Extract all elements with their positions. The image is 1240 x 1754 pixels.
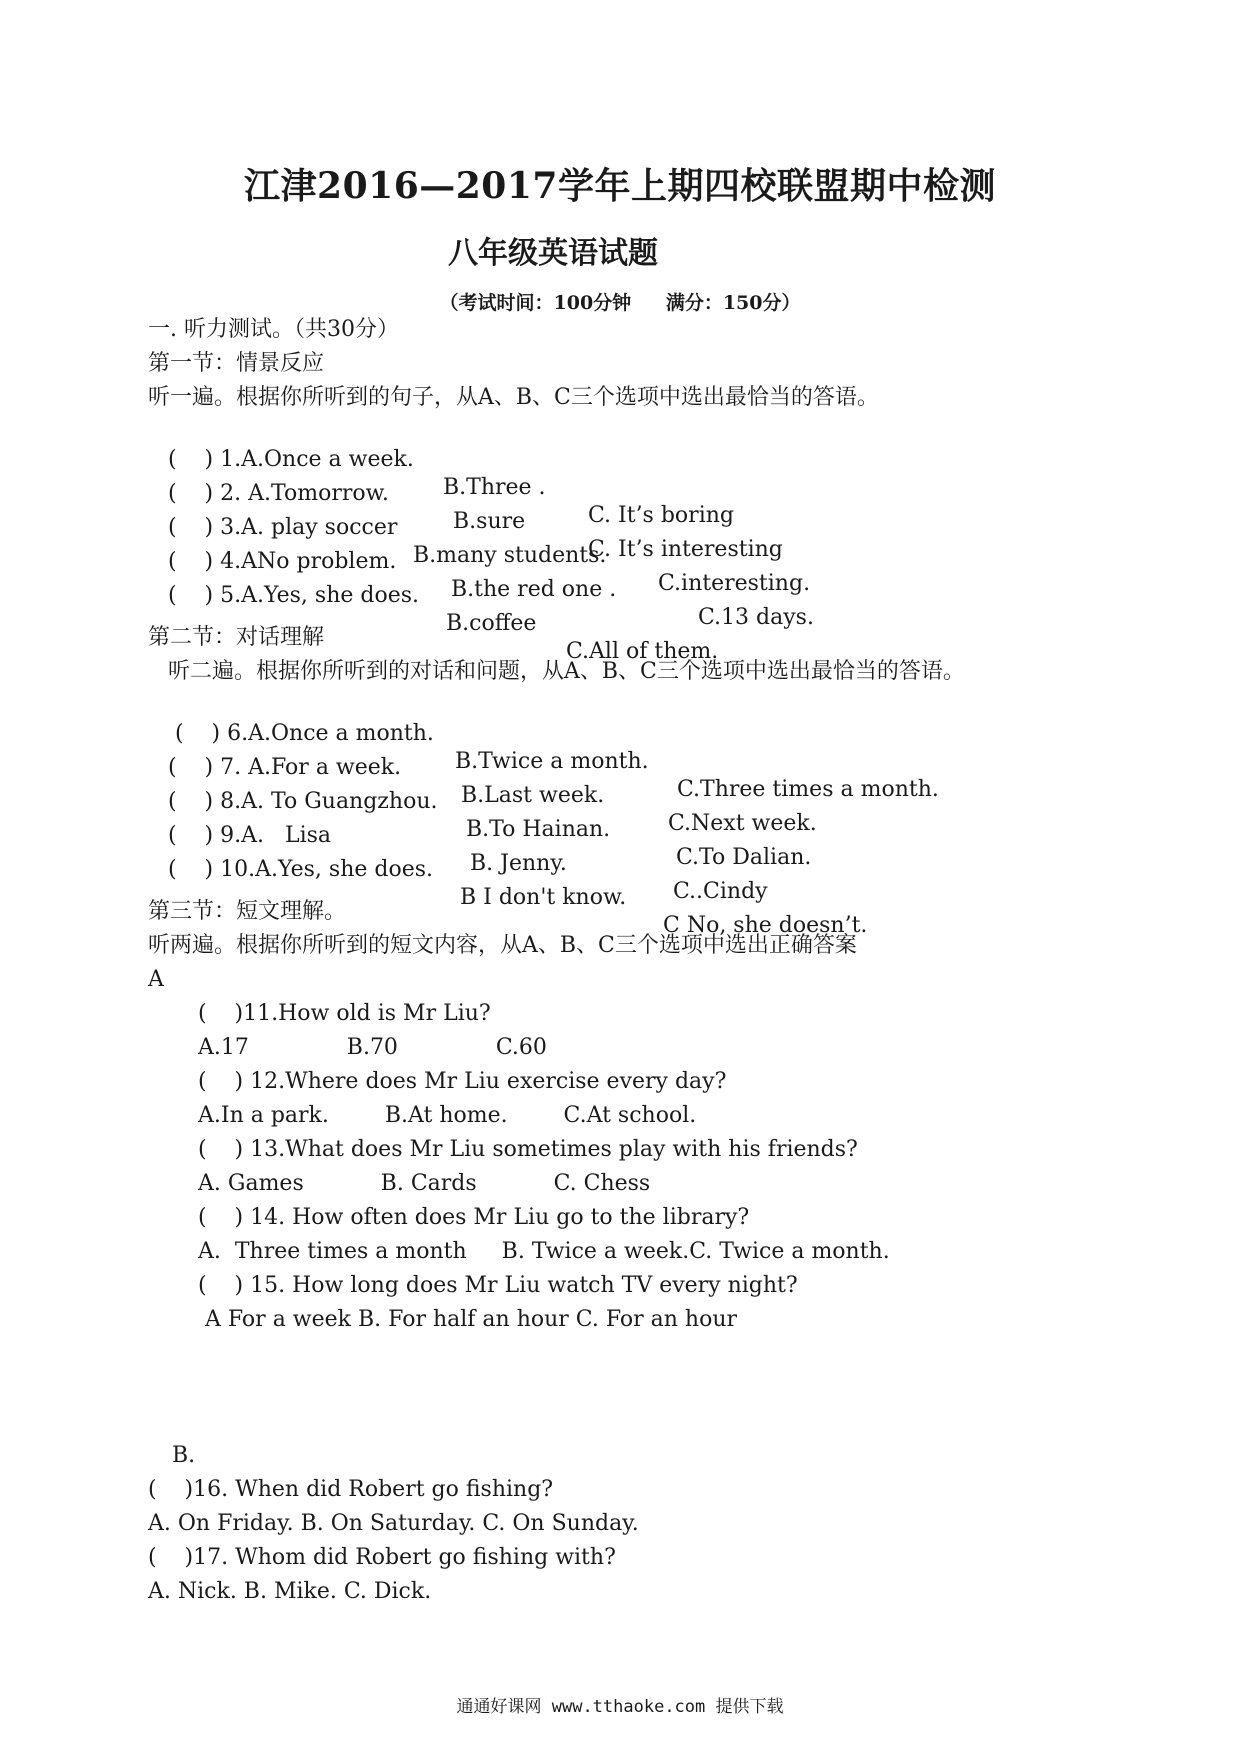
full-score: 满分：150分） bbox=[665, 292, 801, 314]
options-line: A. Three times a month B. Twice a week.C. Twice a month. bbox=[198, 1239, 890, 1264]
option-c: C No, she doesn’t. bbox=[663, 913, 868, 938]
question-stem: ( ) 3.A. play soccer bbox=[168, 515, 398, 540]
question-stem: ( ) 6.A.Once a month. bbox=[175, 721, 434, 746]
question-line: ( )16. When did Robert go fishing? bbox=[148, 1477, 554, 1502]
options-line: A.In a park. B.At home. C.At school. bbox=[198, 1103, 697, 1128]
question-stem: ( ) 7. A.For a week. bbox=[168, 755, 402, 780]
option-c: C.Three times a month. bbox=[677, 777, 939, 802]
option-b: B.many students. bbox=[413, 543, 607, 568]
option-c: C.13 days. bbox=[698, 605, 814, 630]
option-b: B.Twice a month. bbox=[455, 749, 649, 774]
part1-title: 第一节：情景反应 bbox=[148, 351, 325, 376]
exam-subtitle: 八年级英语试题 bbox=[448, 236, 658, 271]
option-c: C. It’s interesting bbox=[588, 537, 783, 562]
part3-title: 第三节：短文理解。 bbox=[148, 899, 347, 924]
part3-instruction: 听两遍。根据你所听到的短文内容，从A、B、C三个选项中选出正确答案 bbox=[148, 933, 857, 958]
footer-credit: 通通好课网 www.tthaoke.com 提供下载 bbox=[456, 1697, 784, 1717]
question-line: ( ) 13.What does Mr Liu sometimes play with his friends? bbox=[198, 1137, 858, 1162]
passage-b-label: B. bbox=[172, 1443, 196, 1468]
passage-a-label: A bbox=[148, 967, 164, 992]
exam-meta bbox=[0, 288, 1240, 315]
question-stem: ( ) 10.A.Yes, she does. bbox=[168, 857, 434, 882]
option-b: B.To Hainan. bbox=[466, 817, 611, 842]
section-heading: 一. 听力测试。（共30分） bbox=[148, 317, 399, 342]
options-line: A. Nick. B. Mike. C. Dick. bbox=[148, 1579, 432, 1604]
option-b: B.Last week. bbox=[461, 783, 605, 808]
question-line: ( ) 14. How often does Mr Liu go to the library? bbox=[198, 1205, 750, 1230]
options-line: A. On Friday. B. On Saturday. C. On Sunday. bbox=[148, 1511, 639, 1536]
option-b: B.Three . bbox=[443, 475, 546, 500]
question-stem: ( ) 5.A.Yes, she does. bbox=[168, 583, 420, 608]
question-stem: ( ) 2. A.Tomorrow. bbox=[168, 481, 389, 506]
option-b: B. Jenny. bbox=[470, 851, 567, 876]
option-c: C.All of them. bbox=[566, 639, 719, 664]
question-stem: ( ) 8.A. To Guangzhou. bbox=[168, 789, 438, 814]
option-c: C.Next week. bbox=[668, 811, 817, 836]
exam-title: 江津2016—2017学年上期四校联盟期中检测 bbox=[244, 165, 996, 207]
question-line: ( ) 12.Where does Mr Liu exercise every day? bbox=[198, 1069, 727, 1094]
option-c: C..Cindy bbox=[673, 879, 768, 904]
option-c: C. It’s boring bbox=[588, 503, 734, 528]
exam-time: （考试时间：100分钟 bbox=[439, 292, 632, 314]
part1-instruction: 听一遍。根据你所听到的句子，从A、B、C三个选项中选出最恰当的答语。 bbox=[148, 385, 879, 410]
options-line: A.17 B.70 C.60 bbox=[198, 1035, 547, 1060]
option-b: B.the red one . bbox=[451, 577, 617, 602]
option-b: B.sure bbox=[453, 509, 526, 534]
question-line: ( ) 15. How long does Mr Liu watch TV every night? bbox=[198, 1273, 798, 1298]
options-line: A For a week B. For half an hour C. For an hour bbox=[198, 1307, 738, 1332]
question-stem: ( ) 9.A. Lisa bbox=[168, 823, 332, 848]
option-c: C.interesting. bbox=[658, 571, 811, 596]
part2-title: 第二节：对话理解 bbox=[148, 625, 325, 650]
options-line: A. Games B. Cards C. Chess bbox=[198, 1171, 651, 1196]
question-stem: ( ) 4.ANo problem. bbox=[168, 549, 397, 574]
option-b: B I don't know. bbox=[460, 885, 627, 910]
question-line: ( )17. Whom did Robert go fishing with? bbox=[148, 1545, 616, 1570]
option-b: B.coffee bbox=[446, 611, 537, 636]
question-line: ( )11.How old is Mr Liu? bbox=[198, 1001, 491, 1026]
part2-instruction: 听二遍。根据你所听到的对话和问题，从A、B、C三个选项中选出最恰当的答语。 bbox=[168, 659, 965, 684]
option-c: C.To Dalian. bbox=[676, 845, 812, 870]
question-stem: ( ) 1.A.Once a week. bbox=[168, 447, 414, 472]
